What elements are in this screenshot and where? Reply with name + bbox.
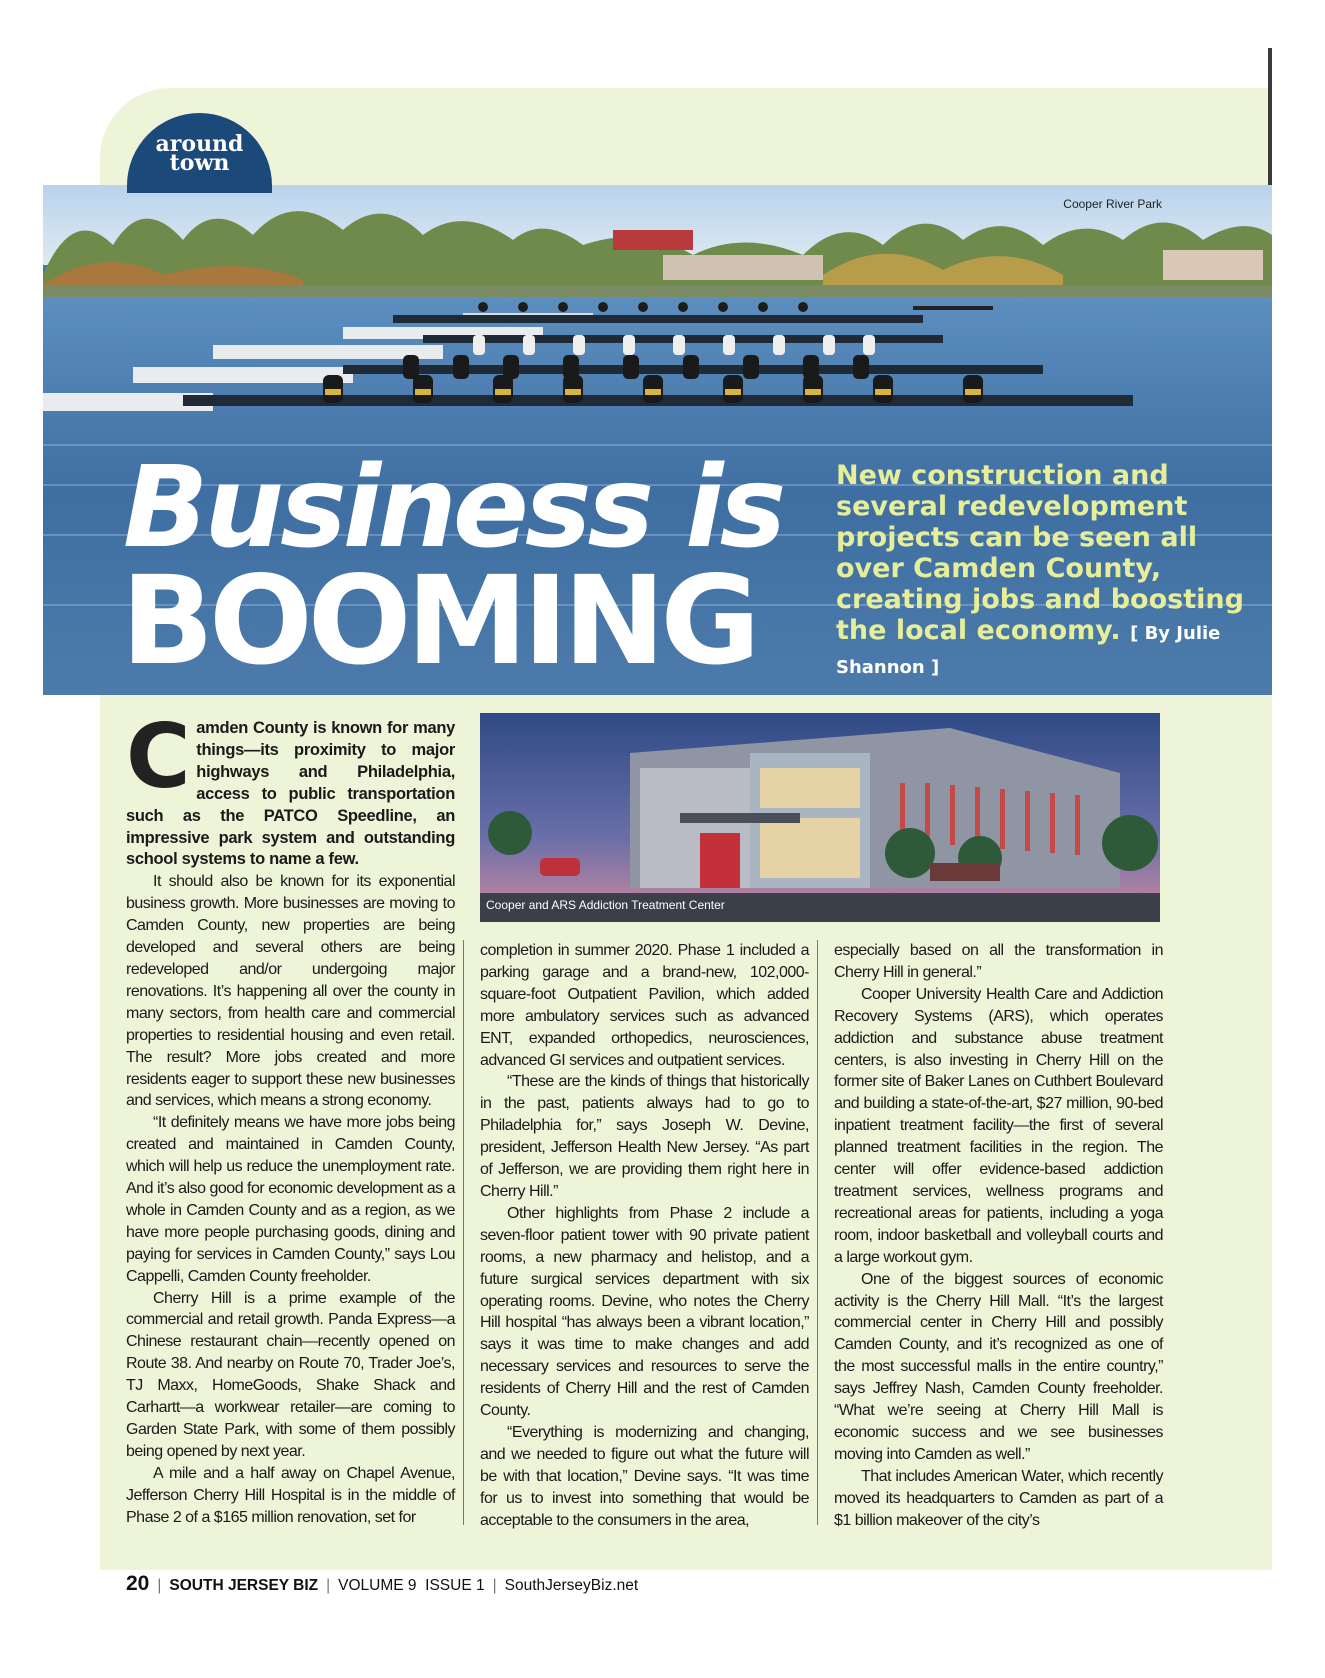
- separator: |: [492, 1577, 497, 1594]
- section-badge-line-2: town: [169, 150, 230, 176]
- section-badge-line-1: around: [155, 131, 244, 157]
- column-rule: [463, 940, 464, 1525]
- paragraph: That includes American Water, which recently moved its headquarters to Camden as part of a $1 billion makeover of the city’s: [834, 1467, 1163, 1529]
- paragraph: “These are the kinds of things that historically in the past, patients always had to go to Philadelphia for,” says Joseph W. Devine, president, Jefferson Health New Jersey. “As part of Jefferson, we are providing them right here in Cherry Hill.”: [480, 1073, 809, 1200]
- byline: [ By Julie Shannon ]: [836, 623, 1221, 678]
- paragraph: Cooper University Health Care and Addiction Recovery Systems (ARS), which operates addiction and substance abuse treatment centers, is also investing in Cherry Hill on the former site of Baker Lanes on Cuthbert Boulevard and building a state-of-the-art, $27 million, 90-bed inpatient treatment facility—the first of several planned treatment facilities in the region. The center will offer evidence-based addiction treatment services, wellness programs and recreational areas for patients, including a yoga room, indoor basketball and volleyball courts and a large workout gym.: [834, 985, 1163, 1266]
- separator: |: [326, 1577, 331, 1594]
- deck-body: New construction and several redevelopment projects can be seen all over Camden County, creating jobs and boosting the local economy.: [836, 460, 1244, 646]
- paragraph: “Everything is modernizing and changing, and we needed to figure out what the future will be with that location,” Devine says. “It was time for us to invest into something that would be acceptable to the consumers in the area,: [480, 1423, 809, 1529]
- page-number: 20: [126, 1572, 150, 1595]
- volume-issue: VOLUME 9 ISSUE 1: [338, 1577, 485, 1594]
- lead-text: amden County is known for many things—its proximity to major highways and Philadelphia, access to public transportation such as the PATCO Speedline, an impressive park system and outstanding school systems to name a few.: [126, 719, 455, 869]
- hero-photo: [43, 185, 1272, 695]
- article-column-1: [126, 705, 455, 1529]
- article-column-3: [834, 940, 1163, 1531]
- building-photo: [480, 713, 1160, 922]
- paragraph: A mile and a half away on Chapel Avenue, Jefferson Cherry Hill Hospital is in the middle of Phase 2 of a $165 million renovation, set for: [126, 1464, 455, 1526]
- separator: |: [157, 1577, 162, 1594]
- photo-caption: Cooper and ARS Addiction Treatment Center: [486, 898, 725, 912]
- building-illustration: [480, 713, 1160, 922]
- headline-line-2: BOOMING: [121, 550, 756, 692]
- paragraph: especially based on all the transformation in Cherry Hill in general.”: [834, 942, 1163, 981]
- paragraph: Other highlights from Phase 2 include a seven-floor patient tower with 90 private patient rooms, a new pharmacy and helistop, and a future surgical services department with six operating rooms. Devine, who notes the Cherry Hill hospital “has always been a vibrant location,” says it was time to make changes and add necessary services and resources to serve the residents of Cherry Hill and the rest of Camden County.: [480, 1204, 809, 1420]
- magazine-name: SOUTH JERSEY BIZ: [169, 1577, 319, 1594]
- page-footer: [126, 1572, 638, 1596]
- lead-paragraph: [126, 705, 455, 871]
- headline-line-1: Business is: [123, 443, 783, 573]
- paragraph: “It definitely means we have more jobs being created and maintained in Camden County, which will help us reduce the unemployment rate. And it’s also good for economic development as a whole in Camden County and as a region, as we have more people purchasing goods, dining and paying for services in Camden County,” says Lou Cappelli, Camden County freeholder.: [126, 1114, 455, 1285]
- paragraph: One of the biggest sources of economic activity is the Cherry Hill Mall. “It’s the largest commercial center in Cherry Hill and possibly Camden County, and it’s recognized as one of the most successful malls in the entire country,” says Jeffrey Nash, Camden County freeholder. “What we’re seeing at Cherry Hill Mall is economic success and we see businesses moving into Camden as well.”: [834, 1270, 1163, 1463]
- paragraph: Cherry Hill is a prime example of the commercial and retail growth. Panda Express—a Chinese restaurant chain—recently opened on Route 38. And nearby on Route 70, Trader Joe’s, TJ Maxx, HomeGoods, Shake Shack and Carhartt—a workwear retailer—are coming to Garden State Park, with some of them possibly being opened by next year.: [126, 1289, 455, 1460]
- paragraph: completion in summer 2020. Phase 1 included a parking garage and a brand-new, 102,000-square-foot Outpatient Pavilion, which added more ambulatory services such as advanced ENT, expanded orthopedics, neurosciences, advanced GI services and outpatient services.: [480, 942, 809, 1069]
- website: SouthJerseyBiz.net: [504, 1577, 639, 1594]
- drop-cap: C: [126, 705, 191, 808]
- deck-text: [836, 460, 1256, 683]
- photo-credit: Cooper River Park: [1063, 197, 1162, 211]
- paragraph: It should also be known for its exponential business growth. More businesses are moving to Camden County, new properties are being developed and several others are being redeveloped and/or undergoing major renovations. It’s happening all over the county in many sectors, from health care and commercial properties to residential housing and even retail. The result? More jobs created and more residents eager to support these new businesses and services, which means a strong economy.: [126, 873, 455, 1110]
- column-rule: [817, 940, 818, 1525]
- article-column-2: [480, 940, 809, 1531]
